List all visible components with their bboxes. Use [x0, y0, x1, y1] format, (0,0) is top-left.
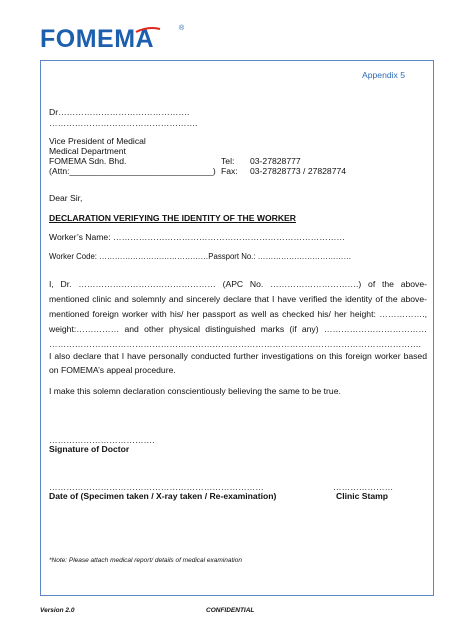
paragraph-line: mentioned clinic and solemnly and sincerely declare that I have verified the identity of the above- [49, 294, 427, 304]
address-line-3: FOMEMA Sdn. Bhd. [49, 156, 127, 166]
address-line-2: Medical Department [49, 146, 126, 156]
logo-text: FOMEMA [40, 25, 155, 53]
signature-dots: ………………………………. [49, 435, 155, 445]
paragraph-line: I, Dr. ………………………………………… (APC No. ………………………….) of the above- [49, 279, 427, 289]
signature-label: Signature of Doctor [49, 444, 130, 454]
stamp-dots: ………………… [333, 482, 394, 492]
paragraph-line: mentioned foreign worker with his/ her passport as well as checked his/ her height: ……………., [49, 309, 427, 319]
paragraph-line: I also declare that I have personally conducted further investigations on this foreign worker based [49, 351, 427, 361]
note: *Note: Please attach medical report/ details of medical examination [49, 557, 242, 564]
paragraph-line: on FOMEMA’s appeal procedure. [49, 365, 176, 375]
address-line-1: Vice President of Medical [49, 136, 146, 146]
worker-name-line: Worker’s Name: ……………………………………………………………………… [49, 232, 346, 242]
confidential-label: CONFIDENTIAL [206, 607, 255, 614]
date-dots: ………………………………………………………………… [49, 482, 264, 492]
worker-code-line: Worker Code: ……………………………………Passport No.: ……………………………… [49, 252, 352, 261]
salutation: Dear Sir, [49, 193, 83, 203]
attn-line: (Attn:______________________________) [49, 166, 216, 176]
version-label: Version 2.0 [40, 607, 75, 614]
dots-line: ……………………………………………. [49, 118, 198, 128]
declaration-heading: DECLARATION VERIFYING THE IDENTITY OF THE WORKER [49, 213, 296, 223]
logo-swoosh-icon [135, 27, 161, 33]
date-label: Date of (Specimen taken / X-ray taken / Re-examination) [49, 491, 277, 501]
fax-value: 03-27828773 / 27828774 [250, 166, 347, 176]
fomema-logo [40, 25, 185, 53]
declaration-paragraph [49, 277, 427, 352]
solemn-declaration: I make this solemn declaration conscientiously believing the same to be true. [49, 386, 341, 396]
tel-label: Tel: [221, 156, 235, 166]
appendix-label: Appendix 5 [362, 70, 406, 80]
fax-label: Fax: [221, 166, 238, 176]
dr-line: Dr………………………………………. [49, 107, 190, 117]
investigation-paragraph [49, 349, 427, 377]
paragraph-line: weight:…………… and other physical distinguished marks (if any) ……………………………… [49, 324, 427, 334]
registered-mark: ® [179, 25, 185, 32]
paragraph-line: …………………………………………………………………………………………………………………. [49, 339, 421, 349]
tel-value: 03-27828777 [250, 156, 301, 166]
clinic-stamp-label: Clinic Stamp [336, 491, 389, 501]
